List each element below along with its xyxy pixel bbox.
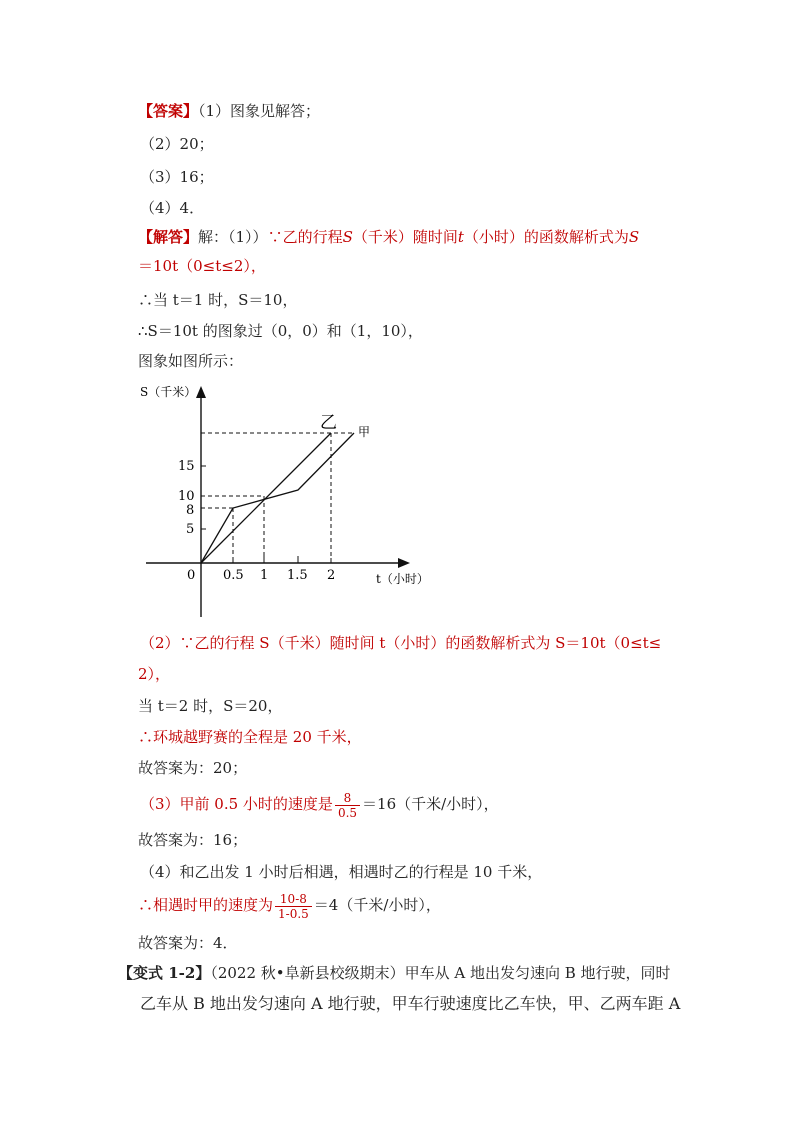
part4-line-1: （4）和乙出发 1 小时后相遇，相遇时乙的行程是 10 千米，	[140, 863, 543, 881]
answer-item-1: （1）图象见解答；	[198, 102, 321, 120]
solution-text-b: ∵乙的行程	[267, 228, 343, 246]
solution-text-d: （小时）的函数解析式为	[463, 228, 629, 246]
label-yi: 乙	[320, 413, 337, 433]
y-tick-label-8: 8	[186, 503, 195, 518]
solution-line-2: ＝10t（0≤t≤2），	[138, 257, 266, 275]
part4-fraction-den: 1-0.5	[275, 906, 312, 921]
part3-line-1	[140, 789, 499, 820]
solution-var-s2: S	[628, 228, 640, 246]
solution-text-a: 解：（1））	[198, 228, 268, 246]
solution-line-1	[138, 227, 639, 247]
variant-tag: 【变式 1-2】	[118, 964, 211, 982]
x-tick-label-1: 1	[260, 568, 269, 583]
part3-line-2: 故答案为：16；	[138, 831, 248, 849]
answer-item-3: （3）16；	[140, 168, 214, 186]
y-axis-arrow	[196, 386, 206, 398]
line-yi	[201, 433, 331, 563]
part3-text-b: ＝16（千米/小时），	[362, 795, 499, 813]
variant-text-1: （2022 秋•阜新县校级期末）甲车从 A 地出发匀速向 B 地行驶，同时	[210, 964, 671, 982]
part4-fraction-num: 10-8	[279, 891, 307, 906]
part4-line-2	[138, 890, 441, 921]
part2-line-4: ∴环城越野赛的全程是 20 千米，	[138, 728, 362, 746]
part4-line-3: 故答案为：4．	[138, 934, 238, 952]
part3-fraction	[335, 791, 360, 820]
part4-text-a: ∴相遇时甲的速度为	[138, 896, 274, 914]
answer-item-2: （2）20；	[140, 135, 214, 153]
solution-var-t: t	[457, 228, 464, 246]
answer-tag: 【答案】	[138, 102, 199, 120]
solution-line-3: ∴当 t＝1 时，S＝10，	[138, 291, 298, 309]
y-tick-label-10: 10	[178, 489, 195, 504]
function-graph	[120, 372, 440, 622]
part2-line-2: 2），	[138, 665, 171, 683]
part4-text-b: ＝4（千米/小时），	[313, 896, 441, 914]
solution-line-5: 图象如图所示：	[138, 352, 244, 370]
x-tick-label-0-5: 0.5	[223, 568, 244, 583]
variant-line-2: 乙车从 B 地出发匀速向 A 地行驶，甲车行驶速度比乙车快，甲、乙两车距 A	[140, 994, 681, 1013]
solution-line-4: ∴S＝10t 的图象过（0，0）和（1，10），	[138, 322, 423, 340]
solution-tag: 【解答】	[138, 228, 199, 246]
answer-item-4: （4）4．	[140, 199, 205, 217]
label-jia: 甲	[358, 425, 371, 439]
part3-fraction-den: 0.5	[335, 805, 360, 820]
part4-fraction	[275, 892, 312, 921]
y-axis-label: S（千米）	[140, 385, 197, 399]
part2-line-1: （2）∵乙的行程 S（千米）随时间 t（小时）的函数解析式为 S＝10t（0≤t≤	[140, 634, 662, 652]
solution-text-c: （千米）随时间	[352, 228, 458, 246]
x-tick-label-1-5: 1.5	[287, 568, 308, 583]
y-tick-label-5: 5	[186, 522, 195, 537]
answer-line-1	[138, 101, 320, 121]
variant-line-1	[118, 963, 671, 983]
x-axis-label: t（小时）	[376, 572, 429, 586]
part3-text-a: （3）甲前 0.5 小时的速度是	[140, 795, 333, 813]
part3-fraction-num: 8	[343, 790, 352, 805]
part2-line-3: 当 t＝2 时，S＝20，	[138, 697, 283, 715]
x-axis-arrow	[398, 558, 410, 568]
y-tick-label-15: 15	[178, 459, 195, 474]
part2-line-5: 故答案为：20；	[138, 759, 248, 777]
origin-label: 0	[187, 568, 196, 583]
x-tick-label-2: 2	[327, 568, 336, 583]
solution-var-s: S	[342, 228, 353, 246]
